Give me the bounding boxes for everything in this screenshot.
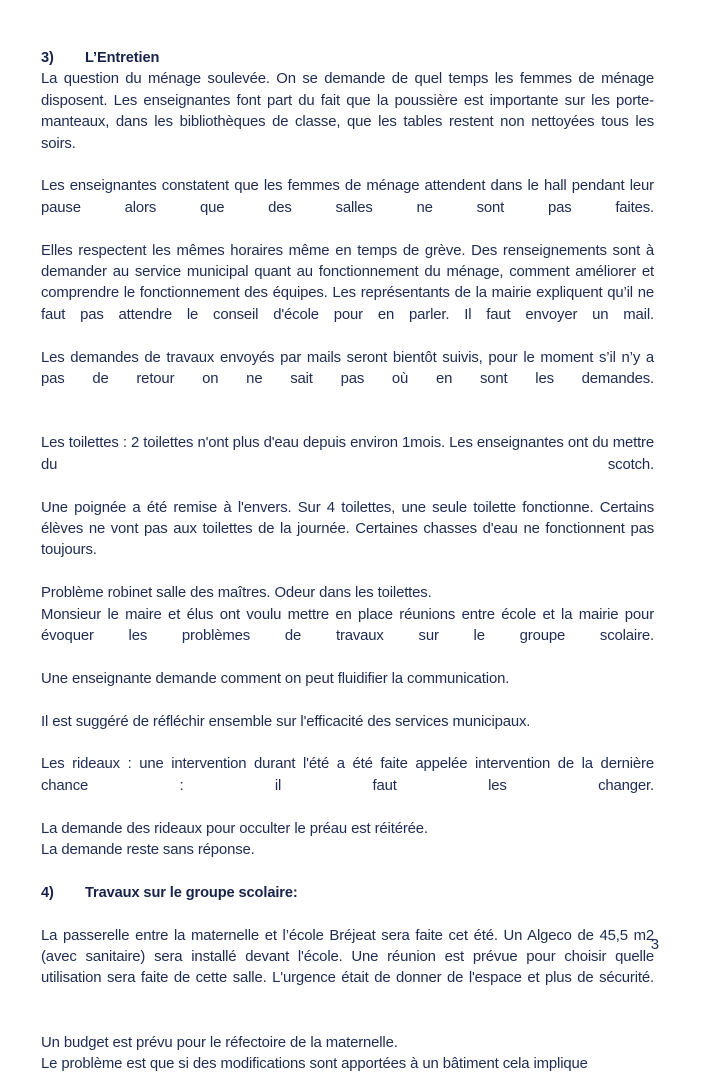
paragraph-4: Les demandes de travaux envoyés par mails seront bientôt suivis, pour le moment s’il n’y a pas de retour on ne sait pas où en sont les demandes. [41,349,654,388]
paragraph-spacer-4 [41,861,654,882]
section-title-4: Travaux sur le groupe scolaire: [85,884,298,901]
paragraph-6: Une poignée a été remise à l'envers. Sur 4 toilettes, une seule toilette fonctionne. Certains élèves ne vont pas aux toilettes de la journée. Certaines chasses d'eau ne fonctionnent pas toujours. [41,499,654,559]
paragraph-3: Elles respectent les mêmes horaires même en temps de grève. Des renseignements sont à demander au service municipal quant au fonctionnement du ménage, comment améliorer et comprendre le fonctionnement des équipes. Les représentants de la mairie expliquent qu’il ne faut pas attendre le conseil d'école pour en parler. Il faut envoyer un mail. [41,242,654,323]
paragraph-14: La passerelle entre la maternelle et l’école Bréjeat sera faite cet été. Un Algeco de 45,5 m2 (avec sanitaire) sera installé devant l'école. Une réunion est prévue pour choisir quelle utilisation sera faite de cette salle. L'urgence était de donner de l'espace et plus de sécurité. [41,927,654,987]
section-number-4: 4) [41,884,54,901]
page-number: 3 [650,937,659,953]
section-title-3: L’Entretien [85,50,160,66]
paragraph-5: Les toilettes : 2 toilettes n'ont plus d'eau depuis environ 1mois. Les enseignantes ont du mettre du scotch. [41,435,654,473]
paragraph-9: Une enseignante demande comment on peut fluidifier la communication. [41,670,510,687]
paragraph-16: Le problème est que si des modifications sont apportées à un bâtiment cela implique [41,1056,588,1072]
section-number-3: 3) [41,50,54,66]
paragraph-15: Un budget est prévu pour le réfectoire de la maternelle. [41,1034,398,1051]
paragraph-spacer-2 [41,690,654,711]
paragraph-7: Problème robinet salle des maîtres. Odeur dans les toilettes. [41,585,432,602]
paragraph-spacer-1 [41,412,654,433]
section-heading-3 [41,48,654,69]
paragraph-11: Les rideaux : une intervention durant l'été a été faite appelée intervention de la dernière chance : il faut les changer. [41,756,654,794]
paragraph-13: La demande reste sans réponse. [41,841,255,858]
paragraph-1: La question du ménage soulevée. On se demande de quel temps les femmes de ménage disposent. Les enseignantes font part du fait que la poussière est importante sur les porte-manteaux, dans les bibliothèques de classe, que les tables restent non nettoyées tous les soirs. [41,71,654,152]
paragraph-8: Monsieur le maire et élus ont voulu mettre en place réunions entre école et la mairie pour évoquer les problèmes de travaux sur le groupe scolaire. [41,606,654,644]
section-heading-4 [41,883,654,904]
paragraph-10: Il est suggéré de réfléchir ensemble sur l'efficacité des services municipaux. [41,713,531,730]
paragraph-spacer-3 [41,733,654,754]
page-content [41,48,654,1075]
paragraph-spacer-6 [41,1011,654,1032]
paragraph-2: Les enseignantes constatent que les femmes de ménage attendent dans le hall pendant leur pause alors que des salles ne sont pas faites. [41,178,654,216]
paragraph-spacer-5 [41,904,654,925]
paragraph-12: La demande des rideaux pour occulter le préau est réitérée. [41,820,428,837]
